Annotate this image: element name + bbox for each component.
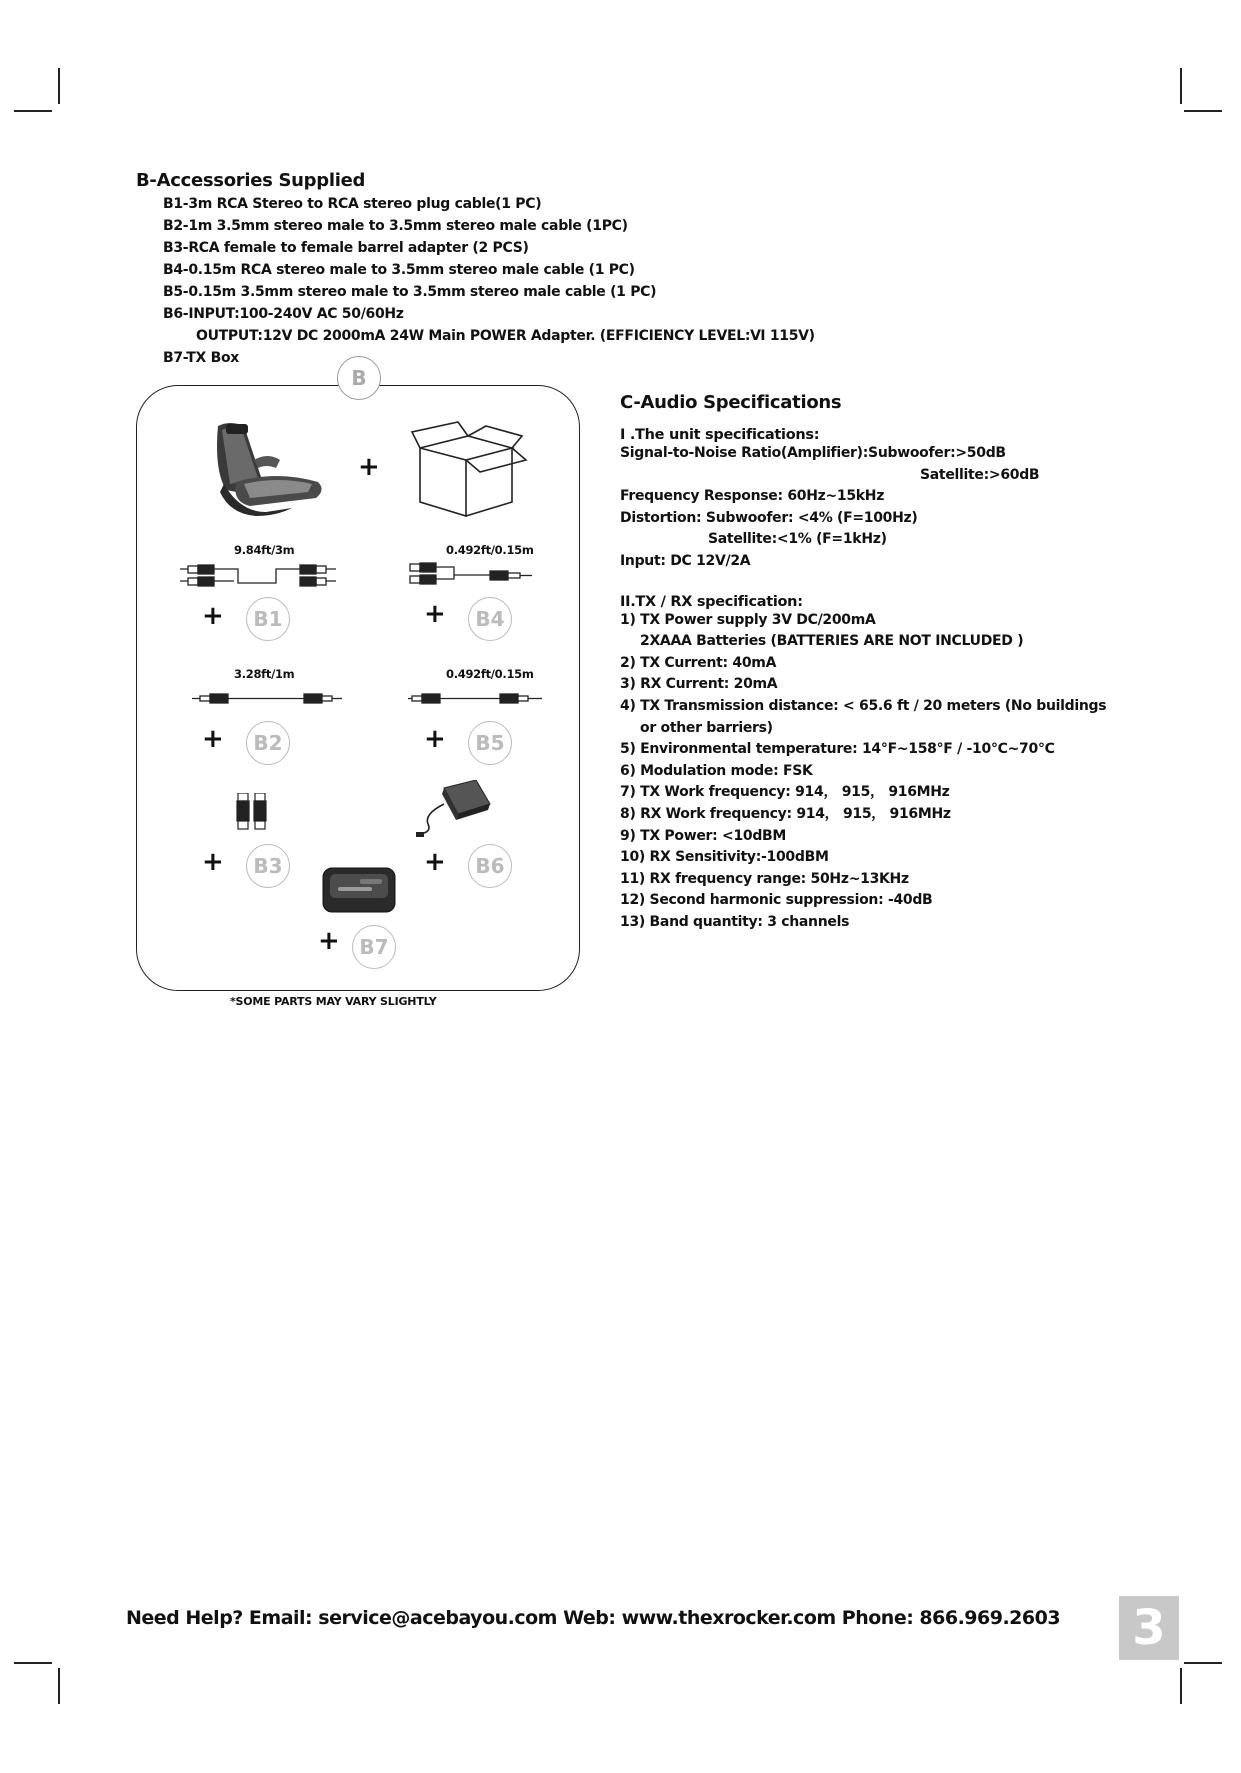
plus-sign: + — [358, 452, 380, 482]
spec-line: Signal-to-Noise Ratio(Amplifier):Subwoofer:>50dB — [620, 445, 1006, 461]
accessory-item-b4: B4-0.15m RCA stereo male to 3.5mm stereo male cable (1 PC) — [163, 262, 635, 278]
spec-line: 11) RX frequency range: 50Hz~13KHz — [620, 870, 909, 887]
spec-line: Frequency Response: 60Hz~15kHz — [620, 488, 885, 505]
crop-mark — [1184, 1662, 1222, 1664]
35mm-cable-b2-image — [192, 690, 342, 708]
crop-mark — [1184, 110, 1222, 112]
plus-sign: + — [202, 724, 224, 754]
accessory-item-b2: B2-1m 3.5mm stereo male to 3.5mm stereo male cable (1PC) — [163, 218, 628, 234]
spec-line: 2) TX Current: 40mA — [620, 654, 777, 671]
parts-vary-note: *SOME PARTS MAY VARY SLIGHTLY — [230, 995, 437, 1008]
barrel-adapter-b3-image — [236, 793, 268, 831]
spec-line: 3) RX Current: 20mA — [620, 676, 778, 693]
cable-length-b5: 0.492ft/0.15m — [446, 667, 534, 681]
spec-line: 1) TX Power supply 3V DC/200mA — [620, 611, 876, 628]
plus-sign: + — [424, 599, 446, 629]
spec-line: 7) TX Work frequency: 914， 915， 916MHz — [620, 784, 950, 801]
badge-b1: B1 — [246, 597, 290, 641]
badge-b4: B4 — [468, 597, 512, 641]
badge-b3: B3 — [246, 844, 290, 888]
accessory-item-b6: B6-INPUT:100-240V AC 50/60Hz — [163, 306, 404, 322]
crop-mark — [1180, 1668, 1182, 1704]
gaming-chair-image — [196, 420, 332, 516]
txrx-specification-heading: II.TX / RX specification: — [620, 593, 803, 610]
crop-mark — [58, 1668, 60, 1704]
accessory-item-b5: B5-0.15m 3.5mm stereo male to 3.5mm stereo male cable (1 PC) — [163, 284, 657, 300]
unit-specifications-heading: I .The unit specifications: — [620, 427, 820, 443]
spec-line: 10) RX Sensitivity:-100dBM — [620, 849, 829, 866]
accessories-section — [136, 170, 896, 369]
tx-box-packaging-image — [410, 420, 530, 520]
rca-cable-b1-image — [180, 563, 350, 589]
crop-mark — [14, 1662, 52, 1664]
tx-box-b7-image — [322, 867, 396, 913]
accessory-item-b3: B3-RCA female to female barrel adapter (2 PCS) — [163, 240, 529, 256]
spec-line: Satellite:<1% (F=1kHz) — [708, 531, 887, 548]
rca-to-35mm-cable-b4-image — [408, 561, 548, 589]
spec-line: 2XAAA Batteries (BATTERIES ARE NOT INCLUDED ) — [640, 633, 1024, 650]
specifications-title: C-Audio Specifications — [620, 392, 842, 413]
plus-sign: + — [202, 601, 224, 631]
plus-sign: + — [318, 926, 340, 956]
spec-line: Distortion: Subwoofer: <4% (F=100Hz) — [620, 509, 918, 526]
spec-line: Satellite:>60dB — [920, 466, 1040, 483]
cable-length-b4: 0.492ft/0.15m — [446, 543, 534, 557]
plus-sign: + — [424, 724, 446, 754]
crop-mark — [58, 68, 60, 104]
badge-b7: B7 — [352, 925, 396, 969]
page-number: 3 — [1119, 1596, 1179, 1660]
spec-line: 13) Band quantity: 3 channels — [620, 913, 850, 930]
accessories-title: B-Accessories Supplied — [136, 170, 366, 191]
spec-line: 8) RX Work frequency: 914， 915， 916MHz — [620, 805, 951, 822]
accessory-item-b1: B1-3m RCA Stereo to RCA stereo plug cable(1 PC) — [163, 196, 542, 212]
crop-mark — [1180, 68, 1182, 104]
plus-sign: + — [424, 847, 446, 877]
cable-length-b2: 3.28ft/1m — [234, 667, 295, 681]
power-adapter-b6-image — [414, 780, 494, 840]
crop-mark — [14, 110, 52, 112]
spec-line: 4) TX Transmission distance: < 65.6 ft / 20 meters (No buildings — [620, 697, 1107, 714]
spec-line: or other barriers) — [640, 719, 773, 736]
spec-line: Input: DC 12V/2A — [620, 552, 751, 569]
spec-line: 9) TX Power: <10dBM — [620, 827, 787, 844]
plus-sign: + — [202, 847, 224, 877]
badge-b6: B6 — [468, 844, 512, 888]
cable-length-b1: 9.84ft/3m — [234, 543, 295, 557]
accessory-item-b7: B7-TX Box — [163, 350, 240, 366]
badge-b5: B5 — [468, 721, 512, 765]
35mm-cable-b5-image — [408, 690, 548, 708]
spec-line: 12) Second harmonic suppression: -40dB — [620, 892, 933, 909]
spec-line: 6) Modulation mode: FSK — [620, 762, 813, 779]
accessory-item-b6-output: OUTPUT:12V DC 2000mA 24W Main POWER Adapter. (EFFICIENCY LEVEL:Ⅵ 115V) — [196, 328, 815, 344]
spec-line: 5) Environmental temperature: 14°F~158°F / -10℃~70℃ — [620, 741, 1055, 758]
diagram-badge-b: B — [337, 356, 381, 400]
help-contact-footer: Need Help? Email: service@acebayou.com Web: www.thexrocker.com Phone: 866.969.2603 — [126, 1607, 1061, 1629]
audio-specifications-section — [620, 392, 1220, 933]
badge-b2: B2 — [246, 721, 290, 765]
